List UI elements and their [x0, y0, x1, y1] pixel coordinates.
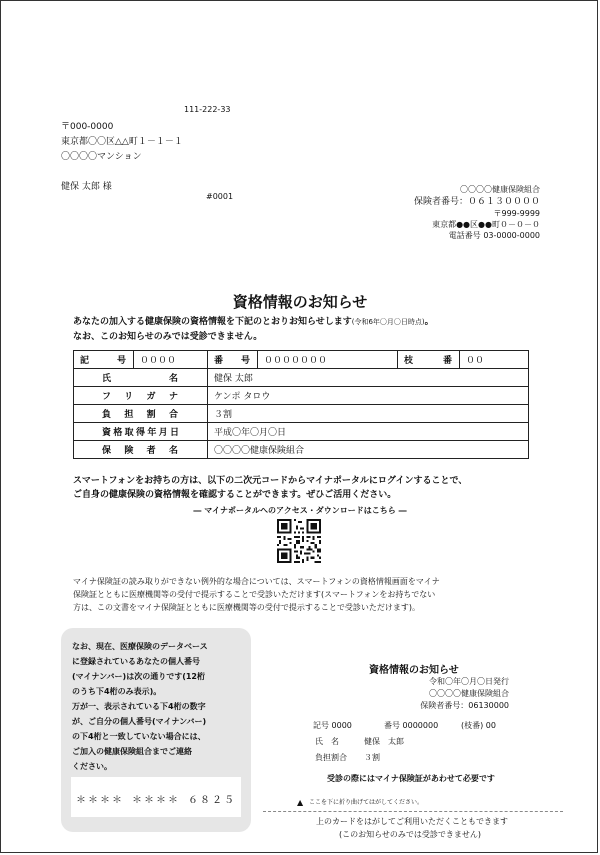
mynumber-text-line9: ください。 — [72, 762, 112, 771]
table-row — [74, 423, 529, 441]
card-name-label: 氏 名 — [315, 737, 339, 746]
row-value-burden: ３割 — [208, 405, 529, 423]
fold-instruction[interactable]: ここを下に折り曲げてはがしてください。 — [309, 799, 424, 806]
row-label-acquired-date: 資格取得年月日 — [74, 423, 208, 441]
card-issued-date: 令和〇年〇月〇日発行 — [429, 677, 509, 686]
table-row — [74, 405, 529, 423]
notice-intro-date: (令和6年〇月〇日時点) — [351, 318, 425, 326]
peel-text-line2: (このお知らせのみでは受診できません) — [339, 830, 482, 839]
recipient-name: 健保 太郎 様 — [61, 182, 112, 192]
mynumber-text-line8: ご加入の健康保険組合までご連絡 — [72, 747, 192, 756]
row-value-furigana: ケンポ タロウ — [208, 387, 529, 405]
card-insurer-number: 保険者番号：06130000 — [420, 701, 509, 710]
recipient-postal-code: 〒000-0000 — [61, 122, 114, 132]
sender-insurer-number: 保険者番号：０６１３００００ — [413, 197, 540, 207]
edaban-value: ００ — [460, 351, 529, 369]
notice-intro — [73, 316, 434, 328]
card-kigo: 記号 0000 — [313, 721, 352, 730]
smartphone-text-line2: ご自身の健康保険の資格情報を確認することができます。ぜひご活用ください。 — [73, 490, 397, 500]
exception-text-line2: 保険証とともに医療機関等の受付で提示することで受診いただけます(スマートフォンをお持ちでない — [73, 590, 436, 599]
kigo-value: ００００ — [134, 351, 208, 369]
kigo-label: 記 号 — [74, 351, 134, 369]
notice-intro-tail: 。 — [424, 317, 434, 327]
exception-text-line1: マイナ保険証の読み取りができない例外的な場合については、スマートフォンの資格情報画面をマイナ — [73, 577, 440, 586]
notice-intro-line2: なお、このお知らせのみでは受診できません。 — [73, 332, 263, 342]
serial-number: #0001 — [206, 192, 234, 201]
table-row — [74, 387, 529, 405]
barcode-number: 111-222-33 — [184, 105, 231, 114]
peel-text-line1: 上のカードをはがしてご利用いただくこともできます — [316, 817, 508, 826]
row-value-acquired-date: 平成〇年〇月〇日 — [208, 423, 529, 441]
mynumber-text-line2: に登録されているあなたの個人番号 — [72, 657, 200, 666]
row-label-furigana: フリガナ — [74, 387, 208, 405]
row-label-insurer: 保険者名 — [74, 441, 208, 459]
sender-name: 〇〇〇〇健康保険組合 — [460, 185, 540, 194]
sender-address: 東京都●●区●●町０－０－０ — [432, 220, 540, 229]
qualification-table — [73, 350, 529, 459]
mynumber-text-line5: 万が一、表示されている下4桁の数字 — [72, 702, 206, 711]
sender-postal-code: 〒999-9999 — [493, 209, 540, 218]
smartphone-text-line1: スマートフォンをお持ちの方は、以下の二次元コードからマイナポータルにログインすることで、 — [73, 476, 468, 486]
qr-code[interactable] — [277, 519, 321, 563]
fold-line — [263, 811, 563, 812]
mynaportal-access-label: ― マイナポータルへのアクセス・ダウンロードはこちら ― — [193, 506, 407, 515]
fold-up-arrow-icon: ▲ — [297, 798, 304, 807]
notice-title: 資格情報のお知らせ — [232, 293, 368, 311]
table-row — [74, 369, 529, 387]
mynumber-last4: ＊＊＊＊ ＊＊＊＊ ６８２５ — [75, 795, 237, 806]
edaban-label: 枝 番 — [398, 351, 460, 369]
bango-value: ０００００００ — [258, 351, 398, 369]
card-notice: 受診の際にはマイナ保険証があわせて必要です — [327, 774, 495, 783]
row-label-name: 氏名 — [74, 369, 208, 387]
mynumber-text-line1: なお、現在、医療保険のデータベース — [72, 642, 208, 651]
table-row — [74, 441, 529, 459]
mynumber-text-line6: が、ご自分の個人番号(マイナンバー) — [72, 717, 207, 726]
card-burden-label: 負担割合 — [315, 753, 347, 762]
card-title: 資格情報のお知らせ — [369, 665, 459, 676]
bango-label: 番 号 — [208, 351, 258, 369]
row-value-insurer: 〇〇〇〇健康保険組合 — [208, 441, 529, 459]
sender-phone: 電話番号 03-0000-0000 — [448, 231, 540, 240]
notice-intro-main: あなたの加入する健康保険の資格情報を下記のとおりお知らせします — [73, 317, 352, 327]
table-row-numbers — [74, 351, 529, 369]
card-bango: 番号 0000000 — [384, 721, 439, 730]
card-edaban: (枝番) 00 — [461, 721, 496, 730]
exception-text-line3: 方は、この文書をマイナ保険証とともに医療機関等の受付で提示することで受診いただけます)。 — [73, 603, 420, 612]
card-insurer-name: 〇〇〇〇健康保険組合 — [429, 689, 509, 698]
row-label-burden: 負担割合 — [74, 405, 208, 423]
card-burden-value: ３割 — [364, 753, 380, 762]
card-name-value: 健保 太郎 — [364, 737, 404, 746]
row-value-name: 健保 太郎 — [208, 369, 529, 387]
recipient-address-line1: 東京都〇〇区△△町１－１－１ — [61, 137, 183, 147]
recipient-address-line2: 〇〇〇〇マンション — [61, 152, 142, 162]
mynumber-text-line7: の下4桁と一致していない場合には、 — [72, 732, 206, 741]
mynumber-text-line3: (マイナンバー)は次の通りです(12桁 — [72, 672, 205, 681]
mynumber-text-line4: のうち下4桁のみ表示)。 — [72, 687, 162, 696]
